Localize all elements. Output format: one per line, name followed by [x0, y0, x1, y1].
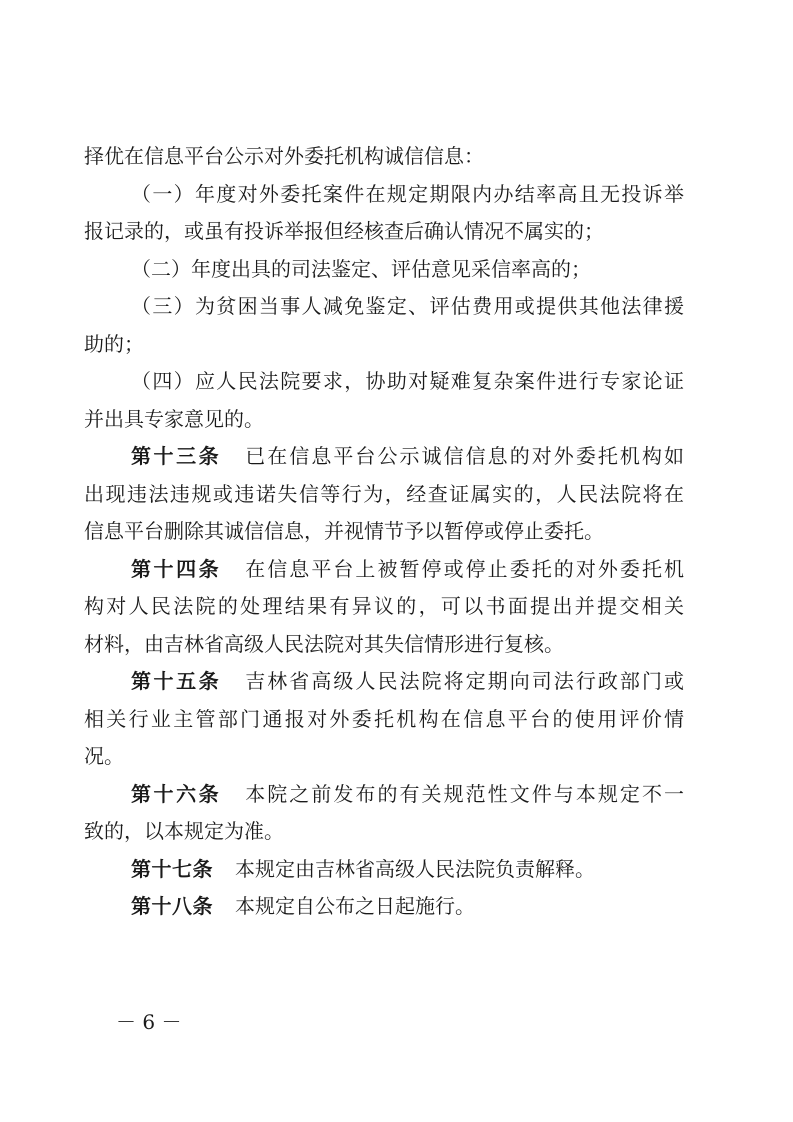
text-line — [84, 176, 684, 214]
article-line — [84, 776, 684, 814]
text-line — [84, 363, 684, 401]
line-text: （一）年度对外委托案件在规定期限内办结率高且无投诉举 — [131, 181, 684, 206]
line-text: （三）为贫困当事人减免鉴定、评估费用或提供其他法律援 — [131, 294, 684, 318]
article-number: 第十六条 — [131, 781, 222, 806]
page-number: － 6 － — [116, 1010, 182, 1034]
article-line — [84, 551, 684, 589]
text-line — [84, 738, 684, 776]
text-line — [84, 813, 684, 851]
line-text: 出现违法违规或违诺失信等行为，经查证属实的，人民法院将在 — [84, 481, 684, 506]
line-text: 信息平台删除其诚信信息，并视情节予以暂停或停止委托。 — [84, 519, 604, 543]
article-line — [84, 851, 684, 889]
line-text: 吉林省高级人民法院将定期向司法行政部门或 — [243, 669, 684, 693]
line-text: 择优在信息平台公示对外委托机构诚信信息： — [84, 144, 484, 168]
line-text: （四）应人民法院要求，协助对疑难复杂案件进行专家论证 — [131, 369, 684, 393]
line-text: 况。 — [84, 744, 124, 768]
line-text: 材料，由吉林省高级人民法院对其失信情形进行复核。 — [84, 631, 564, 656]
article-line — [84, 438, 684, 476]
article-number: 第十三条 — [131, 444, 222, 468]
text-line — [84, 288, 684, 326]
text-line — [84, 588, 684, 626]
document-body — [84, 138, 684, 926]
text-line — [84, 326, 684, 364]
line-text: 构对人民法院的处理结果有异议的，可以书面提出并提交相关 — [84, 594, 684, 618]
article-number: 第十七条 — [131, 856, 213, 881]
line-text: 本规定由吉林省高级人民法院负责解释。 — [235, 856, 595, 881]
line-text: 报记录的，或虽有投诉举报但经核查后确认情况不属实的； — [84, 219, 604, 243]
line-text: 致的，以本规定为准。 — [84, 819, 284, 843]
line-text: 本规定自公布之日起施行。 — [235, 894, 475, 918]
text-line — [84, 401, 684, 439]
article-number: 第十八条 — [131, 894, 213, 918]
line-text: 已在信息平台公示诚信信息的对外委托机构如 — [243, 444, 684, 468]
line-text: 本院之前发布的有关规范性文件与本规定不一 — [243, 781, 684, 806]
article-line — [84, 663, 684, 701]
text-line — [84, 476, 684, 514]
line-text: 助的； — [84, 331, 144, 356]
text-line — [84, 701, 684, 739]
article-number: 第十四条 — [131, 556, 222, 581]
text-line — [84, 626, 684, 664]
line-text: 在信息平台上被暂停或停止委托的对外委托机 — [243, 556, 684, 581]
text-line — [84, 513, 684, 551]
line-text: 相关行业主管部门通报对外委托机构在信息平台的使用评价情 — [84, 706, 684, 731]
article-number: 第十五条 — [131, 669, 222, 693]
article-line — [84, 888, 684, 926]
text-line — [84, 251, 684, 289]
line-text: （二）年度出具的司法鉴定、评估意见采信率高的； — [131, 256, 591, 281]
text-line — [84, 138, 684, 176]
line-text: 并出具专家意见的。 — [84, 406, 264, 431]
text-line — [84, 213, 684, 251]
